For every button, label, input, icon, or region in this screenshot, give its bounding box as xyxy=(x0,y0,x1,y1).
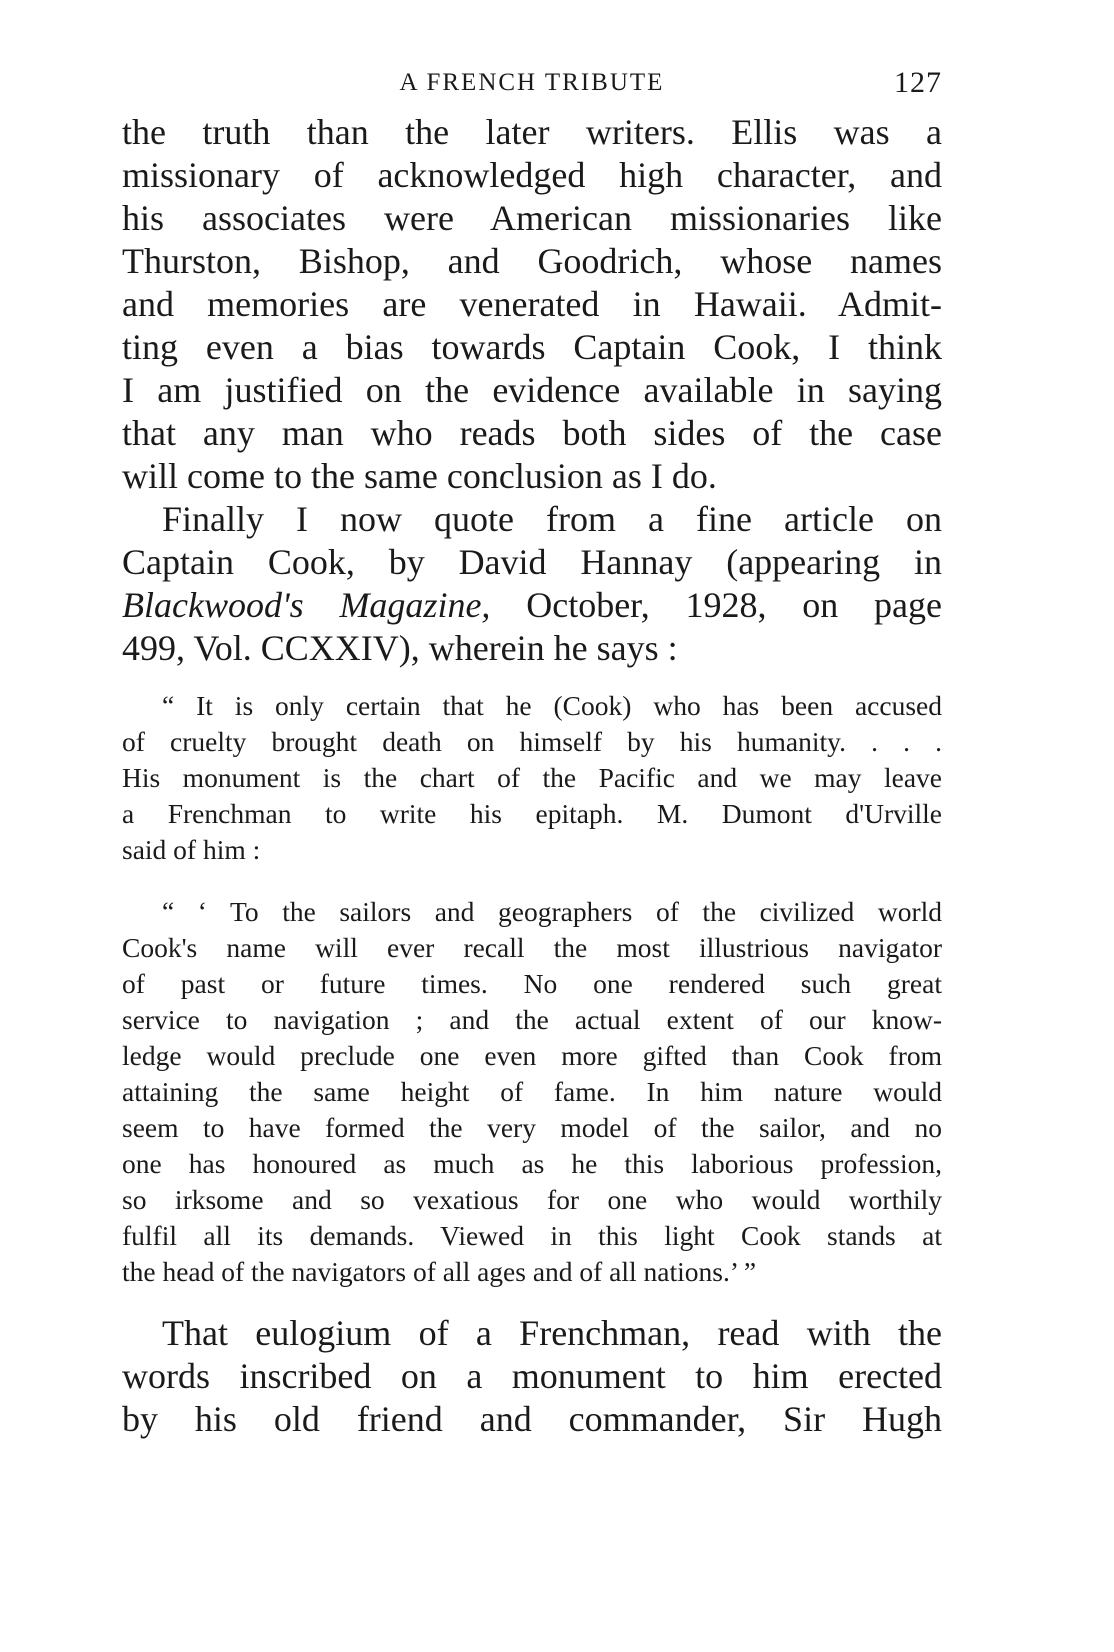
text-fragment: October, 1928, on page xyxy=(490,585,942,625)
quote-line: “ It is only certain that he (Cook) who has been accused xyxy=(162,690,942,721)
text-line: and memories are venerated in Hawaii. Admit- xyxy=(122,284,942,324)
paragraph-hannay-quote-intro xyxy=(122,498,942,670)
quote-line: “ ‘ To the sailors and geographers of the civilized world xyxy=(162,896,942,927)
block-quote-hannay xyxy=(122,688,942,868)
page-number: 127 xyxy=(894,66,942,99)
text-line: missionary of acknowledged high character, and xyxy=(122,155,942,195)
quote-line: of past or future times. No one rendered such great xyxy=(122,968,942,999)
text-line: by his old friend and commander, Sir Hugh xyxy=(122,1399,942,1439)
text-line: will come to the same conclusion as I do. xyxy=(122,456,717,496)
text-line: Finally I now quote from a fine article on xyxy=(162,499,942,539)
text-line: I am justified on the evidence available in saying xyxy=(122,370,942,410)
quote-line: so irksome and so vexatious for one who would worthily xyxy=(122,1184,942,1215)
text-line xyxy=(122,584,942,627)
quote-line: ledge would preclude one even more gifted than Cook from xyxy=(122,1040,942,1071)
text-line: that any man who reads both sides of the case xyxy=(122,413,942,453)
text-line: his associates were American missionaries like xyxy=(122,198,942,238)
magazine-title: Blackwood's Magazine, xyxy=(122,585,491,625)
text-line: Thurston, Bishop, and Goodrich, whose names xyxy=(122,241,942,281)
running-title: A FRENCH TRIBUTE xyxy=(399,69,665,96)
quote-line: said of him : xyxy=(122,834,261,865)
text-line: words inscribed on a monument to him erected xyxy=(122,1356,942,1396)
quote-line: the head of the navigators of all ages and of all nations.’ ” xyxy=(122,1256,757,1287)
text-line: That eulogium of a Frenchman, read with the xyxy=(162,1313,942,1353)
quote-line: seem to have formed the very model of the sailor, and no xyxy=(122,1112,942,1143)
quote-line: service to navigation ; and the actual extent of our know- xyxy=(122,1004,942,1035)
block-quote-durville xyxy=(122,894,942,1290)
paragraph-continuation xyxy=(122,111,942,498)
text-line: Captain Cook, by David Hannay (appearing in xyxy=(122,542,942,582)
page-header xyxy=(122,62,942,104)
quote-line: fulfil all its demands. Viewed in this light Cook stands at xyxy=(122,1220,942,1251)
quote-line: Cook's name will ever recall the most illustrious navigator xyxy=(122,932,942,963)
text-line: the truth than the later writers. Ellis was a xyxy=(122,112,942,152)
paragraph-eulogium xyxy=(122,1312,942,1441)
book-page xyxy=(122,62,942,1441)
text-line: ting even a bias towards Captain Cook, I think xyxy=(122,327,942,367)
text-line: 499, Vol. CCXXIV), wherein he says : xyxy=(122,628,678,668)
quote-line: attaining the same height of fame. In him nature would xyxy=(122,1076,942,1107)
quote-line: a Frenchman to write his epitaph. M. Dumont d'Urville xyxy=(122,798,942,829)
quote-line: one has honoured as much as he this laborious profession, xyxy=(122,1148,942,1179)
quote-line: His monument is the chart of the Pacific and we may leave xyxy=(122,762,942,793)
quote-line: of cruelty brought death on himself by his humanity. . . . xyxy=(122,726,942,757)
